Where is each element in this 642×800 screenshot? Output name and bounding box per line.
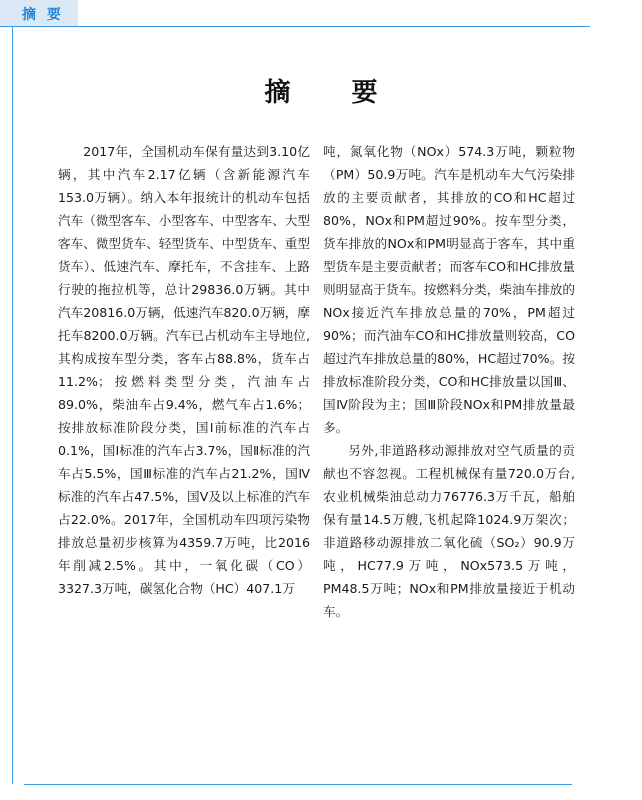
page-title: 摘 要	[264, 78, 404, 108]
header-rule	[0, 26, 590, 27]
left-margin-rule	[12, 26, 13, 784]
left-column	[58, 140, 310, 600]
right-column	[323, 140, 575, 623]
right-paragraph-2: 另外,非道路移动源排放对空气质量的贡献也不容忽视。工程机械保有量720.0万台,农业机械柴油总动力76776.3万千瓦，船舶保有量14.5万艘,飞机起降1024.9万架次；非道路移动源排放二氧化硫（SO₂）90.9万吨，HC77.9万吨，NOx573.5万吨，PM48.5万吨；NOx和PM排放量接近于机动车。	[323, 443, 575, 619]
right-paragraph-continuation: 吨，氮氧化物（NOx）574.3万吨，颗粒物（PM）50.9万吨。汽车是机动车大气污染排放的主要贡献者，其排放的CO和HC超过80%，NOx和PM超过90%。按车型分类，货车排放的NOx和PM明显高于客车，其中重型货车是主要贡献者；而客车CO和HC排放量则明显高于货车。按燃料分类，柴油车排放的NOx接近汽车排放总量的70%，PM超过90%；而汽油车CO和HC排放量则较高，CO超过汽车排放总量的80%，HC超过70%。按排放标准阶段分类，CO和HC排放量以国Ⅲ、国Ⅳ阶段为主；国Ⅲ阶段NOx和PM排放量最多。	[323, 144, 575, 435]
footer-rule	[24, 784, 572, 785]
left-paragraph: 2017年，全国机动车保有量达到3.10亿辆，其中汽车2.17亿辆（含新能源汽车153.0万辆）。纳入本年报统计的机动车包括汽车（微型客车、小型客车、中型客车、大型客车、微型货车、轻型货车、中型货车、重型货车）、低速汽车、摩托车，不含挂车、上路行驶的拖拉机等，总计29836.0万辆。其中汽车20816.0万辆，低速汽车820.0万辆，摩托车8200.0万辆。汽车已占机动车主导地位,其构成按车型分类，客车占88.8%，货车占11.2%；按燃料类型分类，汽油车占89.0%，柴油车占9.4%，燃气车占1.6%；按排放标准阶段分类，国Ⅰ前标准的汽车占0.1%，国Ⅰ标准的汽车占3.7%，国Ⅱ标准的汽车占5.5%，国Ⅲ标准的汽车占21.2%，国Ⅳ标准的汽车占47.5%，国Ⅴ及以上标准的汽车占22.0%。2017年，全国机动车四项污染物排放总量初步核算为4359.7万吨，比2016年削减2.5%。其中，一氧化碳（CO）3327.3万吨，碳氢化合物（HC）407.1万	[58, 144, 310, 596]
running-header-label: 摘 要	[22, 7, 64, 23]
